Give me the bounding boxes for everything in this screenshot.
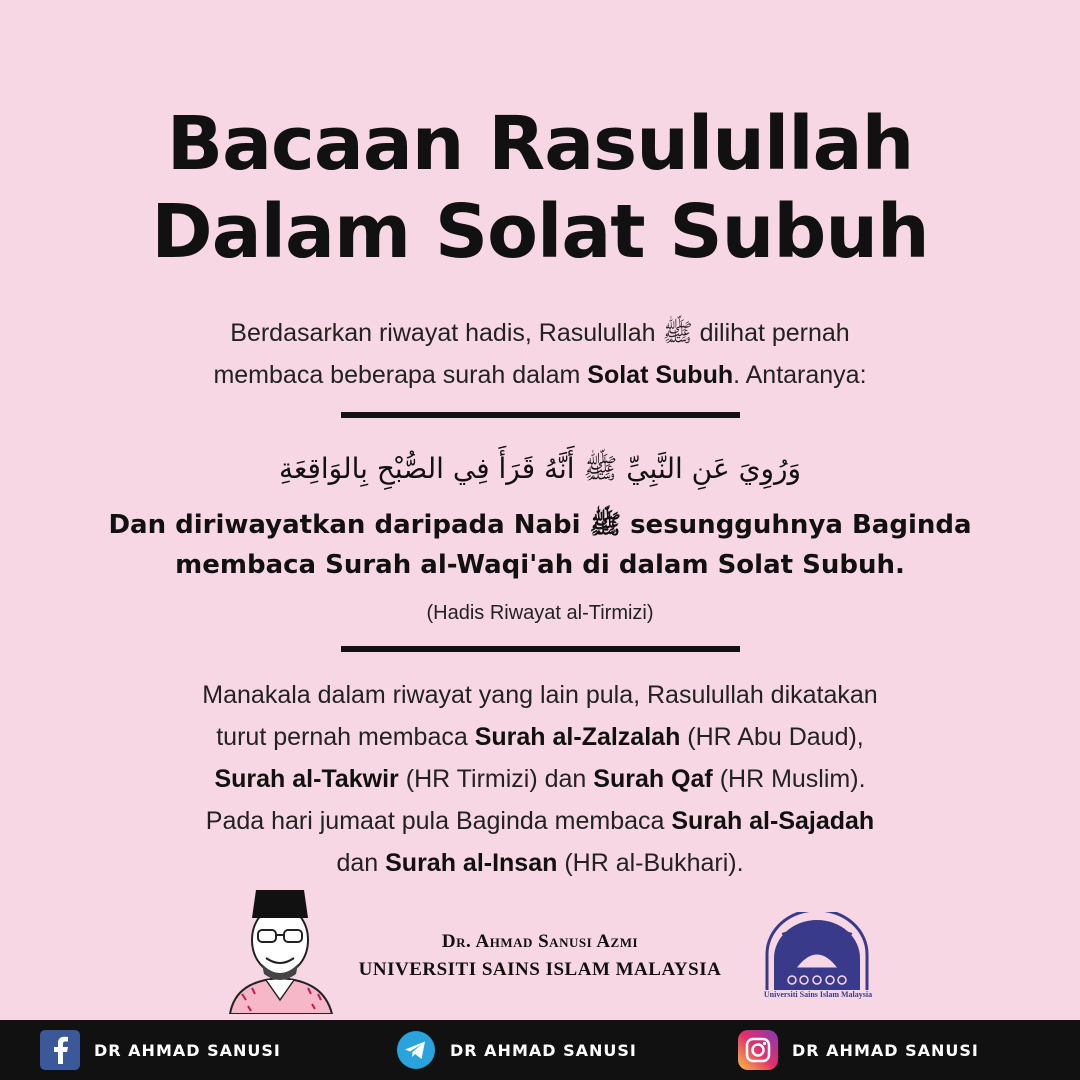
telegram-icon [396, 1030, 436, 1070]
body-line-3-text: (HR Tirmizi) dan [398, 765, 594, 793]
facebook-icon [40, 1030, 80, 1070]
translation-line-1: Dan diriwayatkan daripada Nabi ﷺ sesungguhnya Baginda [108, 510, 972, 540]
hadith-translation [0, 505, 1080, 585]
university-logo-text: Universiti Sains Islam Malaysia [763, 990, 873, 999]
facebook-link[interactable] [40, 1020, 281, 1080]
body-paragraph [0, 674, 1080, 884]
body-line-2-ref: (HR Abu Daud), [680, 723, 864, 751]
university-logo [752, 912, 882, 1018]
surah-insan: Surah al-Insan [385, 849, 558, 877]
facebook-label: DR AHMAD SANUSI [94, 1040, 281, 1060]
author-block [330, 928, 750, 984]
title-line-1: Bacaan Rasulullah [166, 101, 914, 187]
author-affiliation: UNIVERSITI SAINS ISLAM MALAYSIA [358, 959, 722, 980]
divider-top [341, 412, 740, 418]
translation-line-2: membaca Surah al-Waqi'ah di dalam Solat Subuh. [175, 550, 905, 580]
surah-qaf: Surah Qaf [593, 765, 713, 793]
divider-bottom [341, 646, 740, 652]
instagram-icon [738, 1030, 778, 1070]
body-line-3-ref: (HR Muslim). [712, 765, 866, 793]
instagram-link[interactable] [738, 1020, 979, 1080]
social-footer [0, 1020, 1080, 1080]
page-title [0, 100, 1080, 276]
hadith-arabic-text: وَرُوِيَ عَنِ النَّبِيِّ ﷺ أَنَّهُ قَرَأَ فِي الصُّبْحِ بِالوَاقِعَةِ [278, 452, 802, 485]
title-line-2: Dalam Solat Subuh [151, 189, 929, 275]
body-line-4-text: Pada hari jumaat pula Baginda membaca [205, 807, 672, 835]
author-portrait [222, 882, 340, 1014]
telegram-label: DR AHMAD SANUSI [450, 1040, 637, 1060]
surah-takwir: Surah al-Takwir [214, 765, 399, 793]
intro-paragraph [0, 312, 1080, 396]
intro-line-1: Berdasarkan riwayat hadis, Rasulullah ﷺ dilihat pernah [230, 319, 850, 347]
instagram-label: DR AHMAD SANUSI [792, 1040, 979, 1060]
author-name: Dr. Ahmad Sanusi Azmi [441, 931, 639, 952]
body-line-1: Manakala dalam riwayat yang lain pula, Rasulullah dikatakan [202, 681, 878, 709]
surah-zalzalah: Surah al-Zalzalah [474, 723, 681, 751]
intro-line-2-start: membaca beberapa surah dalam [213, 361, 588, 389]
body-line-5-text: dan [336, 849, 386, 877]
body-line-2-text: turut pernah membaca [216, 723, 475, 751]
body-line-5-ref: (HR al-Bukhari). [557, 849, 744, 877]
telegram-link[interactable] [396, 1020, 637, 1080]
hadith-source: (Hadis Riwayat al-Tirmizi) [426, 602, 654, 624]
intro-line-2-end: . Antaranya: [733, 361, 867, 389]
intro-bold-solat-subuh: Solat Subuh [587, 361, 734, 389]
surah-sajadah: Surah al-Sajadah [671, 807, 875, 835]
